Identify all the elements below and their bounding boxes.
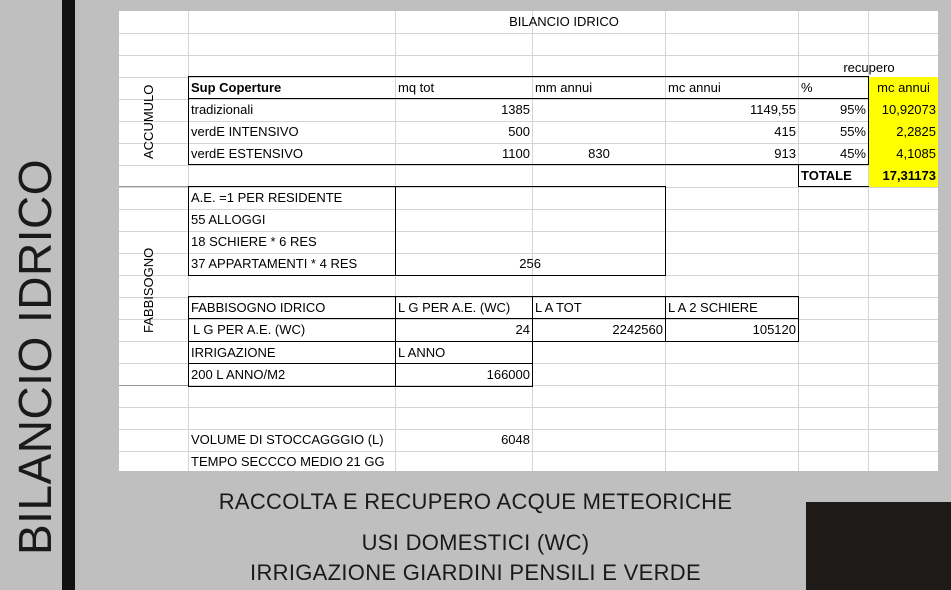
fabb-row-latot: 2242560: [612, 322, 663, 337]
header-mm-annui: mm annui: [535, 80, 593, 95]
sheet-title: BILANCIO IDRICO: [509, 14, 619, 29]
header-mc-annui: mc annui: [668, 80, 721, 95]
volume-value: 6048: [501, 432, 530, 447]
header-sup-coperture: Sup Coperture: [191, 80, 282, 95]
row-rec: 4,1085: [869, 143, 938, 165]
row-name: verdE INTENSIVO: [191, 124, 299, 139]
row-rec: 10,92073: [869, 99, 938, 121]
fabb-header-3: L A TOT: [535, 300, 582, 315]
row-mc: 913: [774, 146, 796, 161]
header-rec-mc-annui: mc annui: [869, 77, 938, 99]
irr-header-2: L ANNO: [398, 345, 446, 360]
row-mq: 500: [508, 124, 530, 139]
row-name: verdE ESTENSIVO: [191, 146, 303, 161]
caption-line-1: RACCOLTA E RECUPERO ACQUE METEORICHE: [218, 489, 733, 514]
totale-label: TOTALE: [801, 168, 852, 183]
row-mc: 1149,55: [749, 102, 796, 117]
row-rec: 2,2825: [869, 121, 938, 143]
side-title: BILANCIO IDRICO: [9, 158, 61, 555]
fabb-row-lg: 24: [515, 322, 530, 337]
irr-row-value: 166000: [486, 367, 530, 382]
fabb-header-1: FABBISOGNO IDRICO: [191, 300, 326, 315]
irr-header-1: IRRIGAZIONE: [191, 345, 276, 360]
fabb-header-4: L A 2 SCHIERE: [668, 300, 758, 315]
ae-line: A.E. =1 PER RESIDENTE: [191, 190, 343, 205]
caption-line-3: IRRIGAZIONE GIARDINI PENSILI E VERDE: [250, 560, 701, 585]
row-pct: 55%: [839, 124, 866, 139]
row-mq: 1385: [501, 102, 530, 117]
row-pct: 45%: [839, 146, 866, 161]
fabb-header-2: L G PER A.E. (WC): [398, 300, 511, 315]
row-mq: 1100: [502, 146, 530, 161]
recupero-label: recupero: [843, 60, 895, 75]
ae-line: 18 SCHIERE * 6 RES: [191, 234, 317, 249]
fabb-row-la2: 105120: [752, 322, 796, 337]
header-pct: %: [801, 80, 813, 95]
ae-value: 256: [519, 256, 541, 271]
ae-line: 37 APPARTAMENTI * 4 RES: [191, 256, 358, 271]
caption-line-2: USI DOMESTICI (WC): [361, 530, 590, 555]
spreadsheet: [119, 11, 938, 471]
ae-line: 55 ALLOGGI: [191, 212, 266, 227]
fabb-row-label: L G PER A.E. (WC): [193, 322, 306, 337]
row-pct: 95%: [839, 102, 866, 117]
tempo-label: TEMPO SECCCO MEDIO 21 GG: [191, 454, 385, 469]
irr-row-label: 200 L ANNO/M2: [191, 367, 286, 382]
fabbisogno-label: FABBISOGNO: [141, 247, 156, 333]
header-mq-tot: mq tot: [398, 80, 435, 95]
row-mc: 415: [774, 124, 796, 139]
totale-value: 17,31173: [869, 165, 938, 187]
row-name: tradizionali: [191, 102, 254, 117]
volume-label: VOLUME DI STOCCAGGGIO (L): [191, 432, 384, 447]
accumulo-label: ACCUMULO: [141, 84, 156, 159]
row-mm: 830: [588, 146, 610, 161]
